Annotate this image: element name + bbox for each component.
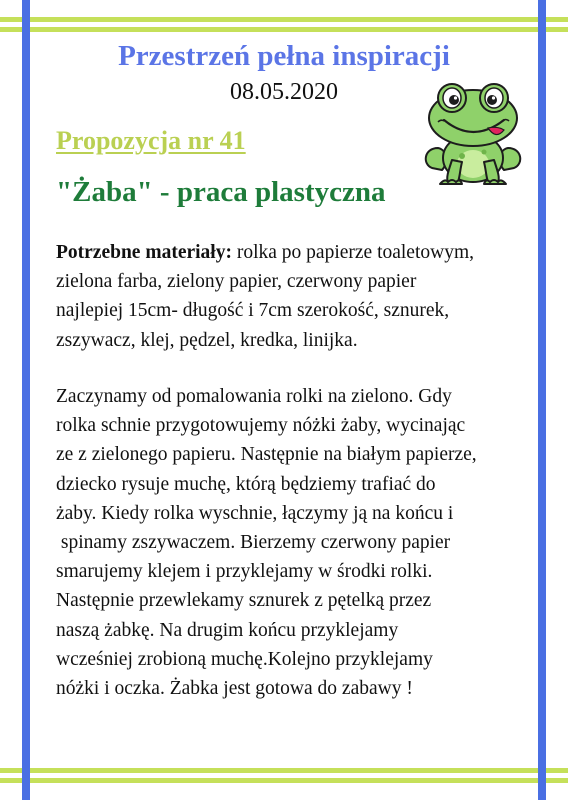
materials-text: rolka po papierze toaletowym,: [231, 242, 475, 263]
instruction-line: nóżki i oczka. Żabka jest gotowa do zabawy !: [56, 678, 413, 700]
instruction-line: ze z zielonego papieru. Następnie na białym papierze,: [56, 444, 477, 466]
instruction-line: dziecko rysuje muchę, którą będziemy trafiać do: [56, 473, 436, 495]
activity-heading: "Żaba" - praca plastyczna: [56, 176, 386, 208]
materials-line: zielona farba, zielony papier, czerwony papier: [56, 271, 417, 293]
materials-label: Potrzebne materiały:: [56, 242, 232, 263]
instruction-line: rolka schnie przygotowujemy nóżki żaby, wycinając: [56, 415, 466, 437]
top-border-stripe: [0, 17, 568, 22]
materials-paragraph: [56, 238, 526, 355]
instruction-line: naszą żabkę. Na drugim końcu przyklejamy: [56, 619, 399, 641]
instruction-line: smarujemy klejem i przyklejamy w środki rolki.: [56, 561, 433, 583]
bottom-border-stripe: [0, 778, 568, 783]
instruction-line: spinamy zszywaczem. Bierzemy czerwony papier: [56, 532, 451, 554]
proposal-label: Propozycja nr 41: [56, 126, 246, 155]
right-border-bar: [538, 0, 546, 800]
materials-line: najlepiej 15cm- długość i 7cm szerokość, sznurek,: [56, 300, 450, 322]
materials-line: zszywacz, klej, pędzel, kredka, linijka.: [56, 329, 358, 351]
page-title: Przestrzeń pełna inspiracji: [118, 40, 450, 72]
instruction-line: Następnie przewlekamy sznurek z pętelką przez: [56, 590, 432, 612]
page-date: 08.05.2020: [230, 79, 338, 105]
top-border-stripe: [0, 27, 568, 32]
bottom-border-stripe: [0, 768, 568, 773]
instruction-line: wcześniej zrobioną muchę.Kolejno przyklejamy: [56, 648, 433, 670]
instruction-line: Zaczynamy od pomalowania rolki na zielono. Gdy: [56, 386, 452, 407]
left-border-bar: [22, 0, 30, 800]
instructions-paragraph: [56, 382, 526, 703]
materials-first-line: [56, 238, 526, 267]
frog-icon: [418, 78, 528, 190]
instruction-line: żaby. Kiedy rolka wyschnie, łączymy ją na końcu i: [56, 502, 454, 524]
